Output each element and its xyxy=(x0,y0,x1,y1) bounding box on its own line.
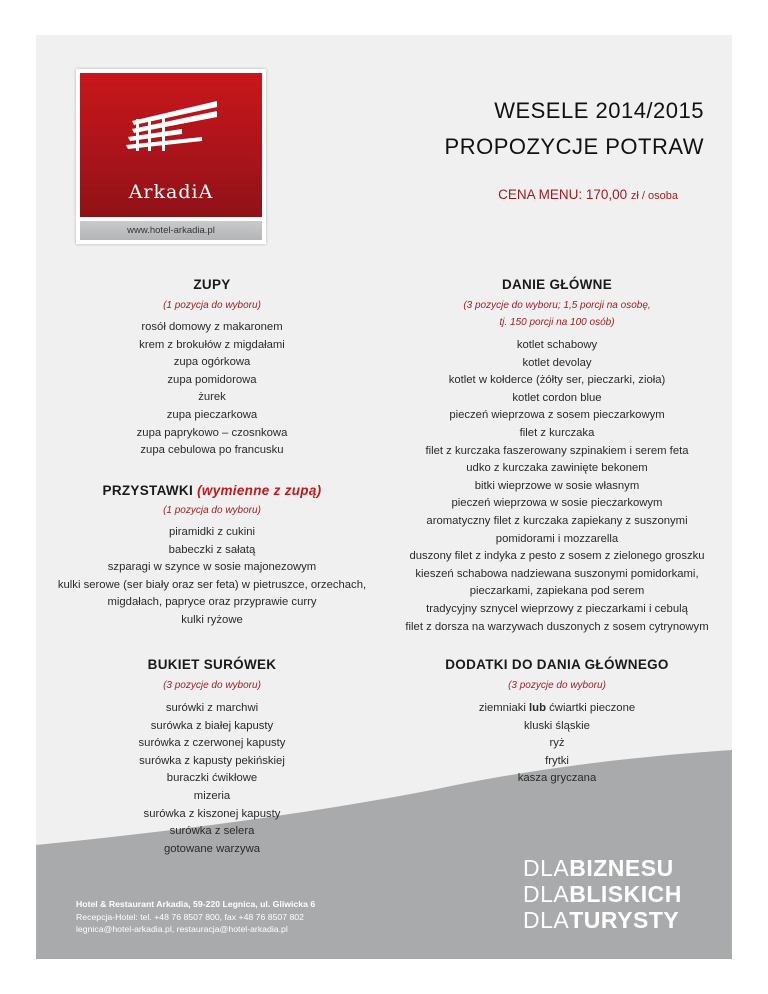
list-item: krem z brokułów z migdałami xyxy=(139,338,285,351)
list-item: zupa paprykowo – czosnkowa xyxy=(136,426,288,439)
footer-phone: Recepcja-Hotel: tel. +48 76 8507 800, fax +48 76 8507 802 xyxy=(76,911,304,922)
list-item: bitki wieprzowe w sosie własnym xyxy=(474,479,640,492)
logo-name: ArkadiA xyxy=(128,181,214,203)
zupy-heading: ZUPY xyxy=(193,277,231,292)
surowki-heading: BUKIET SURÓWEK xyxy=(147,657,277,672)
left-column xyxy=(36,275,388,675)
menu-page xyxy=(36,35,732,959)
list-item: tradycyjny sznycel wieprzowy z pieczarkami i cebulą xyxy=(426,602,688,615)
list-item: pieczeń wieprzowa w sosie pieczarkowym xyxy=(451,497,663,510)
slogan-line xyxy=(523,907,682,933)
list-item xyxy=(382,700,732,718)
surowki-section xyxy=(36,657,388,877)
arkadia-logo xyxy=(76,69,266,244)
slogan-bold: TURYSTY xyxy=(569,907,680,933)
dodatki-heading: DODATKI DO DANIA GŁÓWNEGO xyxy=(445,657,669,672)
przystawki-note: (1 pozycja do wyboru) xyxy=(163,505,261,516)
slogan-line xyxy=(523,855,682,881)
price-label: CENA MENU: 170,00 xyxy=(498,187,628,202)
list-item: udko z kurczaka zawinięte bekonem xyxy=(466,462,648,475)
list-item: surówka z kapusty pekińskiej xyxy=(139,754,285,767)
list-item: zupa ogórkowa xyxy=(173,356,251,369)
list-item: duszony filet z indyka z pesto z sosem z zielonego groszku xyxy=(409,550,705,563)
price-unit: zł / osoba xyxy=(630,190,678,202)
list-item: migdałach, papryce oraz przyprawie curry xyxy=(107,596,317,609)
logo-red-panel xyxy=(80,73,262,217)
list-item: pomidorami i mozzarella xyxy=(495,532,619,545)
dodatki-section xyxy=(382,657,732,817)
page-title-line1: WESELE 2014/2015 xyxy=(494,98,704,123)
dodatki-first-bold: lub xyxy=(529,702,546,714)
list-item: piramidki z cukini xyxy=(168,526,255,538)
list-item: filet z dorsza na warzywach duszonych z sosem cytrynowym xyxy=(405,620,709,633)
list-item: buraczki ćwikłowe xyxy=(166,772,258,785)
list-item: kulki ryżowe xyxy=(181,613,243,626)
danie-glowne-note-line1: (3 pozycje do wyboru; 1,5 porcji na osobę, xyxy=(463,300,651,311)
list-item: kasza gryczana xyxy=(517,772,597,785)
zupy-note: (1 pozycja do wyboru) xyxy=(163,300,261,311)
list-item: filet z kurczaka xyxy=(519,426,595,439)
przystawki-heading-extra: (wymienne z zupą) xyxy=(197,483,322,498)
list-item: mizeria xyxy=(193,789,231,802)
list-item: kieszeń schabowa nadziewana suszonymi pomidorkami, xyxy=(415,567,699,580)
list-item: filet z kurczaka faszerowany szpinakiem i serem feta xyxy=(425,444,689,457)
slogan-bold: BLISKICH xyxy=(569,881,682,907)
list-item: pieczarkami, zapiekana pod serem xyxy=(469,585,645,598)
list-item: babeczki z sałatą xyxy=(168,543,256,556)
dodatki-note: (3 pozycje do wyboru) xyxy=(508,680,606,691)
dodatki-first-a: ziemniaki xyxy=(478,702,526,714)
list-item: surówka z białej kapusty xyxy=(150,719,274,732)
list-item: kotlet schabowy xyxy=(516,339,598,351)
slogan-thin: DLA xyxy=(523,855,570,881)
list-item: kulki serowe (ser biały oraz ser feta) w pietruszce, orzechach, xyxy=(57,578,367,591)
list-item: ryż xyxy=(549,737,565,750)
danie-glowne-heading: DANIE GŁÓWNE xyxy=(501,277,613,292)
dodatki-first-b: ćwiartki pieczone xyxy=(549,702,636,714)
list-item: zupa cebulowa po francusku xyxy=(140,444,284,457)
footer-contact xyxy=(76,898,315,936)
list-item: kluski śląskie xyxy=(524,719,590,732)
slogan-thin: DLA xyxy=(523,907,570,933)
list-item: pieczeń wieprzowa z sosem pieczarkowym xyxy=(449,409,665,422)
danie-glowne-list xyxy=(382,337,732,636)
slogan-bold: BIZNESU xyxy=(569,855,674,881)
logo-url: www.hotel-arkadia.pl xyxy=(80,221,262,240)
dodatki-list xyxy=(382,700,732,788)
list-item: żurek xyxy=(198,391,226,404)
list-item: kotlet devolay xyxy=(522,356,592,369)
list-item: aromatyczny filet z kurczaka zapiekany z suszonymi xyxy=(426,514,688,527)
slogan-line xyxy=(523,881,682,907)
list-item: kotlet cordon blue xyxy=(512,391,602,404)
przystawki-heading xyxy=(36,483,388,498)
list-item: surówka z kiszonej kapusty xyxy=(143,807,281,820)
list-item: rosół domowy z makaronem xyxy=(141,321,283,333)
list-item: gotowane warzywa xyxy=(163,842,261,855)
surowki-note: (3 pozycje do wyboru) xyxy=(163,680,261,691)
page-title-line2: PROPOZYCJE POTRAW xyxy=(444,134,704,159)
danie-glowne-note-line2: tj. 150 porcji na 100 osób) xyxy=(499,317,615,328)
list-item: surówka z czerwonej kapusty xyxy=(138,737,286,750)
przystawki-list xyxy=(36,524,388,630)
list-item: zupa pieczarkowa xyxy=(166,408,258,421)
right-column xyxy=(382,275,732,675)
list-item: szparagi w szynce w sosie majonezowym xyxy=(107,561,317,574)
footer-address: Hotel & Restaurant Arkadia, 59-220 Legnica, ul. Gliwicka 6 xyxy=(76,899,316,909)
list-item: frytki xyxy=(545,754,569,767)
surowki-list xyxy=(36,700,388,858)
list-item: surówka z selera xyxy=(169,825,255,838)
przystawki-heading-text: PRZYSTAWKI xyxy=(102,483,194,498)
menu-price xyxy=(498,187,678,202)
logo-mark-icon xyxy=(122,99,222,159)
list-item: zupa pomidorowa xyxy=(167,373,257,386)
slogan xyxy=(523,855,682,933)
slogan-thin: DLA xyxy=(523,881,570,907)
list-item: surówki z marchwi xyxy=(165,702,259,714)
danie-glowne-note xyxy=(382,297,732,331)
footer-email: legnica@hotel-arkadia.pl, restauracja@hotel-arkadia.pl xyxy=(76,924,288,934)
zupy-list xyxy=(36,319,388,460)
list-item: kotlet w kołderce (żółty ser, pieczarki, zioła) xyxy=(448,374,666,387)
